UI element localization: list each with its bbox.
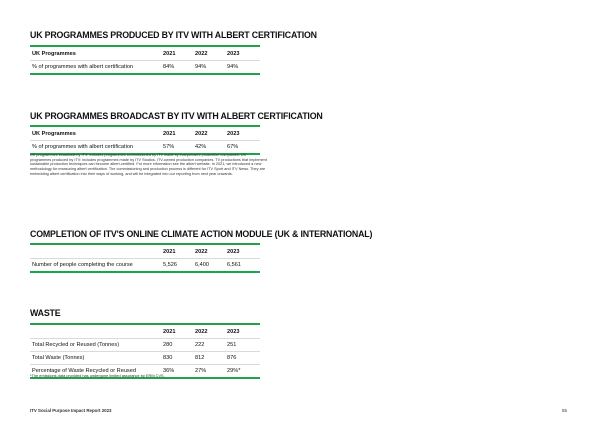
cell-2021: 84% <box>163 64 175 70</box>
row-label: Percentage of Waste Recycled or Reused <box>32 368 136 374</box>
header-2023: 2023 <box>227 50 240 57</box>
cell-2022: 812 <box>195 355 205 361</box>
waste-footnote: *The emissions data provided has undergone limited assurance by ERM CVS. <box>30 373 165 378</box>
cell-2022: 42% <box>195 144 207 150</box>
table-header <box>30 243 260 259</box>
row-label: % of programmes with albert certification <box>32 144 134 150</box>
row-label: % of programmes with albert certification <box>32 64 134 70</box>
table-climate-module <box>30 243 260 273</box>
cell-2021: 5,526 <box>163 262 177 268</box>
header-2023: 2023 <box>227 328 240 335</box>
header-label: UK Programmes <box>32 130 76 137</box>
table-waste <box>30 323 260 379</box>
page-number: 55 <box>562 408 567 413</box>
cell-2022: 222 <box>195 342 205 348</box>
table-albert-produced <box>30 45 260 75</box>
section-title-waste: WASTE <box>30 308 61 319</box>
header-2021: 2021 <box>163 130 176 137</box>
row-label: Total Waste (Tonnes) <box>32 355 85 361</box>
table-header <box>30 323 260 339</box>
header-2023: 2023 <box>227 130 240 137</box>
albert-note-paragraph: UK programmes broadcast by ITV: includes programmes commissioned by ITV made by independent production companies. UK programmes produced by ITV: includes programmes made by ITV Studios, ITV-owned production companies. TV productions that implement sustainable production techniques can become albert-certified. For more information see the albert website. In 2021, we introduced a new methodology for measuring albert certification. The commissioning and production process is different for ITV Sport and ITV News. They are embedding albert certification into their ways of working, and will be integrated into our reporting from next year onwards. <box>30 153 267 176</box>
cell-2021: 830 <box>163 355 173 361</box>
table-row <box>30 339 260 352</box>
header-2022: 2022 <box>195 248 208 255</box>
table-row <box>30 352 260 365</box>
table-row <box>30 61 260 75</box>
header-2023: 2023 <box>227 248 240 255</box>
cell-2023: 94% <box>227 64 239 70</box>
header-2021: 2021 <box>163 248 176 255</box>
cell-2023: 876 <box>227 355 237 361</box>
table-header <box>30 125 260 141</box>
cell-2023: 251 <box>227 342 237 348</box>
header-2021: 2021 <box>163 50 176 57</box>
section-title-albert-broadcast: UK PROGRAMMES BROADCAST BY ITV WITH ALBERT CERTIFICATION <box>30 111 323 122</box>
cell-2022: 27% <box>195 368 207 374</box>
cell-2022: 94% <box>195 64 207 70</box>
section-title-albert-produced: UK PROGRAMMES PRODUCED BY ITV WITH ALBERT CERTIFICATION <box>30 30 317 41</box>
table-albert-broadcast <box>30 125 260 155</box>
header-2022: 2022 <box>195 328 208 335</box>
row-label: Total Recycled or Reused (Tonnes) <box>32 342 120 348</box>
table-header <box>30 45 260 61</box>
header-2022: 2022 <box>195 130 208 137</box>
row-label: Number of people completing the course <box>32 262 133 268</box>
report-title-footer: ITV Social Purpose Impact Report 2023 <box>30 408 112 413</box>
header-2021: 2021 <box>163 328 176 335</box>
cell-2023: 29%* <box>227 368 241 374</box>
header-2022: 2022 <box>195 50 208 57</box>
cell-2021: 57% <box>163 144 175 150</box>
cell-2021: 36% <box>163 368 175 374</box>
header-label: UK Programmes <box>32 50 76 57</box>
section-title-climate-module: COMPLETION OF ITV'S ONLINE CLIMATE ACTION MODULE (UK & INTERNATIONAL) <box>30 229 373 240</box>
cell-2023: 6,561 <box>227 262 241 268</box>
table-row <box>30 259 260 273</box>
cell-2021: 280 <box>163 342 173 348</box>
cell-2022: 6,400 <box>195 262 209 268</box>
cell-2023: 67% <box>227 144 239 150</box>
